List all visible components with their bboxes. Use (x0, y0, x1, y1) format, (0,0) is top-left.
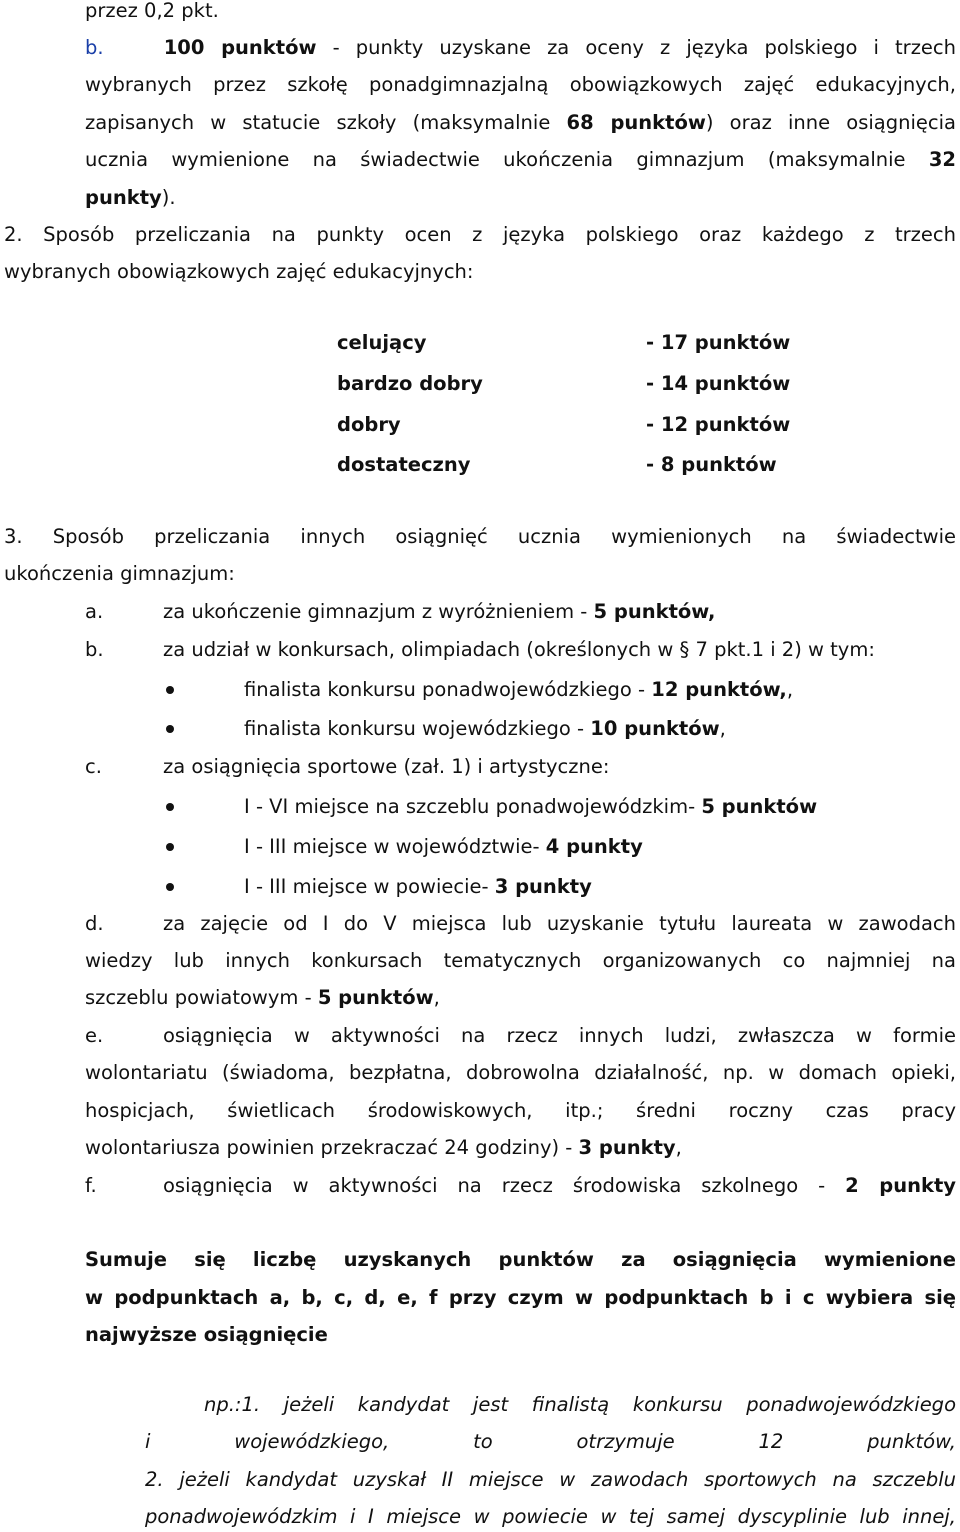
text-fragment: - punkty uzyskane za oceny z języka polskiego i trzech (316, 36, 956, 59)
section-sign: § (679, 638, 690, 661)
text-fragment: osiągnięcia w aktywności na rzecz środowiska szkolnego - (163, 1174, 846, 1197)
bold-points: 3 punkty (578, 1136, 676, 1159)
list-item-d-line-1 (163, 909, 956, 939)
point-b-line-1 (85, 33, 956, 63)
list-marker: c. (85, 755, 102, 778)
grade-points: - 8 punktów (646, 453, 777, 476)
bold-points: 68 punktów (566, 111, 706, 134)
list-item-e-line-2 (85, 1058, 956, 1088)
text-fragment: 2. jeżeli kandydat uzyskał II miejsce w zawodach sportowych na szczeblu (145, 1468, 956, 1491)
text-fragment: I - III miejsce w powiecie- (244, 875, 495, 898)
summary-line-2 (85, 1283, 956, 1313)
bullet-item (244, 792, 817, 822)
text-fragment: I - VI miejsce na szczeblu ponadwojewódzkim- (244, 795, 702, 818)
text-fragment: , (719, 717, 726, 740)
text-fragment: , (675, 1136, 682, 1159)
text-fragment: finalista konkursu wojewódzkiego - (244, 717, 591, 740)
bold-points: punkty (85, 186, 162, 209)
text-fragment: w podpunktach a, b, c, d, e, f przy czym w podpunktach b i c wybiera się (85, 1286, 956, 1309)
text-fragment: za udział w konkursach, olimpiadach (określonych w (163, 638, 680, 661)
bold-points: 10 punktów (590, 717, 720, 740)
text-fragment: 7 pkt.1 i 2) w tym: (689, 638, 875, 661)
text-fragment: wolontariatu (świadoma, bezpłatna, dobrowolna działalność, np. w domach opieki, (85, 1061, 956, 1084)
text-fragment: za ukończenie gimnazjum z wyróżnieniem - (163, 600, 594, 623)
list-marker: a. (85, 600, 104, 623)
grade-label: bardzo dobry (337, 372, 483, 395)
section-2-heading-cont (4, 257, 956, 287)
text-fragment: Sumuje się liczbę uzyskanych punktów za osiągnięcia wymienione (85, 1248, 956, 1271)
bold-points: 5 punktów, (593, 600, 716, 623)
example-line-2 (145, 1427, 956, 1457)
bullet-icon (166, 686, 174, 694)
text-fragment: ). (161, 186, 176, 209)
point-b-line-4 (85, 145, 956, 175)
list-item-e-line-4 (85, 1133, 956, 1163)
text-fragment: i wojewódzkiego, to otrzymuje 12 punktów, (145, 1430, 956, 1453)
summary-line-3 (85, 1320, 956, 1350)
grade-points: - 14 punktów (646, 372, 791, 395)
list-marker: f. (85, 1174, 97, 1197)
summary-line-1 (85, 1245, 956, 1275)
bold-points: 32 (928, 148, 956, 171)
grade-points: - 12 punktów (646, 413, 791, 436)
text-fragment: zapisanych w statucie szkoły (maksymalnie (85, 111, 567, 134)
bullet-icon (166, 725, 174, 733)
point-b-line-2 (85, 70, 956, 100)
bold-points: 5 punktów (317, 986, 434, 1009)
example-line-4 (145, 1502, 956, 1532)
section-3-heading-cont (4, 559, 956, 589)
list-marker: d. (85, 912, 104, 935)
list-marker: b. (85, 36, 104, 59)
text-fragment: , (786, 678, 794, 701)
section-3-heading (4, 522, 956, 552)
point-b-line-5 (85, 183, 956, 213)
text-fragment: przez 0,2 pkt. (85, 0, 219, 22)
text-fragment: 3. Sposób przeliczania innych osiągnięć ucznia wymienionych na świadectwie (4, 525, 956, 548)
text-fragment: wybranych przez szkołę ponadgimnazjalną obowiązkowych zajęć edukacyjnych, (85, 73, 956, 96)
text-fragment: np.:1. jeżeli kandydat jest finalistą konkursu ponadwojewódzkiego (204, 1393, 956, 1416)
text-fragment: , (433, 986, 440, 1009)
bold-points: 5 punktów (701, 795, 818, 818)
bold-points: 4 punkty (545, 835, 643, 858)
bullet-icon (166, 883, 174, 891)
list-item-d-line-2 (85, 946, 956, 976)
text-fragment: wybranych obowiązkowych zajęć edukacyjnych: (4, 260, 474, 283)
bullet-item (244, 714, 726, 744)
list-marker: e. (85, 1024, 104, 1047)
text-fragment: najwyższe osiągnięcie (85, 1323, 328, 1346)
list-item-c (163, 752, 609, 782)
bullet-icon (166, 843, 174, 851)
grade-label: dobry (337, 413, 401, 436)
text-fragment: I - III miejsce w województwie- (244, 835, 546, 858)
list-item-d-line-3 (85, 983, 956, 1013)
bold-points: 2 punkty (845, 1174, 956, 1197)
text-fragment: finalista konkursu ponadwojewódzkiego - (244, 678, 652, 701)
example-line-1 (204, 1390, 956, 1420)
list-item-e-line-1 (163, 1021, 956, 1051)
text-line (85, 0, 956, 26)
text-fragment: ) oraz inne osiągnięcia (705, 111, 956, 134)
list-item-f (163, 1171, 956, 1201)
text-fragment: za osiągnięcia sportowe (zał. 1) i artystyczne: (163, 755, 610, 778)
bold-points: 3 punkty (494, 875, 592, 898)
bullet-item (244, 872, 592, 902)
list-marker: b. (85, 638, 104, 661)
text-fragment: wolontariusza powinien przekraczać 24 godziny) - (85, 1136, 579, 1159)
bullet-icon (166, 803, 174, 811)
section-2-heading (4, 220, 956, 250)
example-line-3 (145, 1465, 956, 1495)
grade-points: - 17 punktów (646, 331, 791, 354)
grade-label: celujący (337, 331, 427, 354)
list-item-a (163, 597, 715, 627)
list-item-b (163, 635, 956, 665)
text-fragment: ponadwojewódzkim i I miejsce w powiecie w tej samej dyscyplinie lub innej, (145, 1505, 956, 1528)
grade-label: dostateczny (337, 453, 471, 476)
point-b-line-3 (85, 108, 956, 138)
text-fragment: szczeblu powiatowym - (85, 986, 318, 1009)
bold-points: 12 punktów, (651, 678, 787, 701)
text-fragment: wiedzy lub innych konkursach tematycznych organizowanych co najmniej na (85, 949, 956, 972)
text-fragment: za zajęcie od I do V miejsca lub uzyskanie tytułu laureata w zawodach (163, 912, 956, 935)
text-fragment: 2. Sposób przeliczania na punkty ocen z języka polskiego oraz każdego z trzech (4, 223, 956, 246)
bold-points: 100 punktów (163, 36, 317, 59)
bullet-item (244, 832, 643, 862)
bullet-item (244, 675, 793, 705)
text-fragment: hospicjach, świetlicach środowiskowych, itp.; średni roczny czas pracy (85, 1099, 956, 1122)
text-fragment: ucznia wymienione na świadectwie ukończenia gimnazjum (maksymalnie (85, 148, 929, 171)
text-fragment: ukończenia gimnazjum: (4, 562, 235, 585)
text-fragment: osiągnięcia w aktywności na rzecz innych ludzi, zwłaszcza w formie (163, 1024, 956, 1047)
list-item-e-line-3 (85, 1096, 956, 1126)
